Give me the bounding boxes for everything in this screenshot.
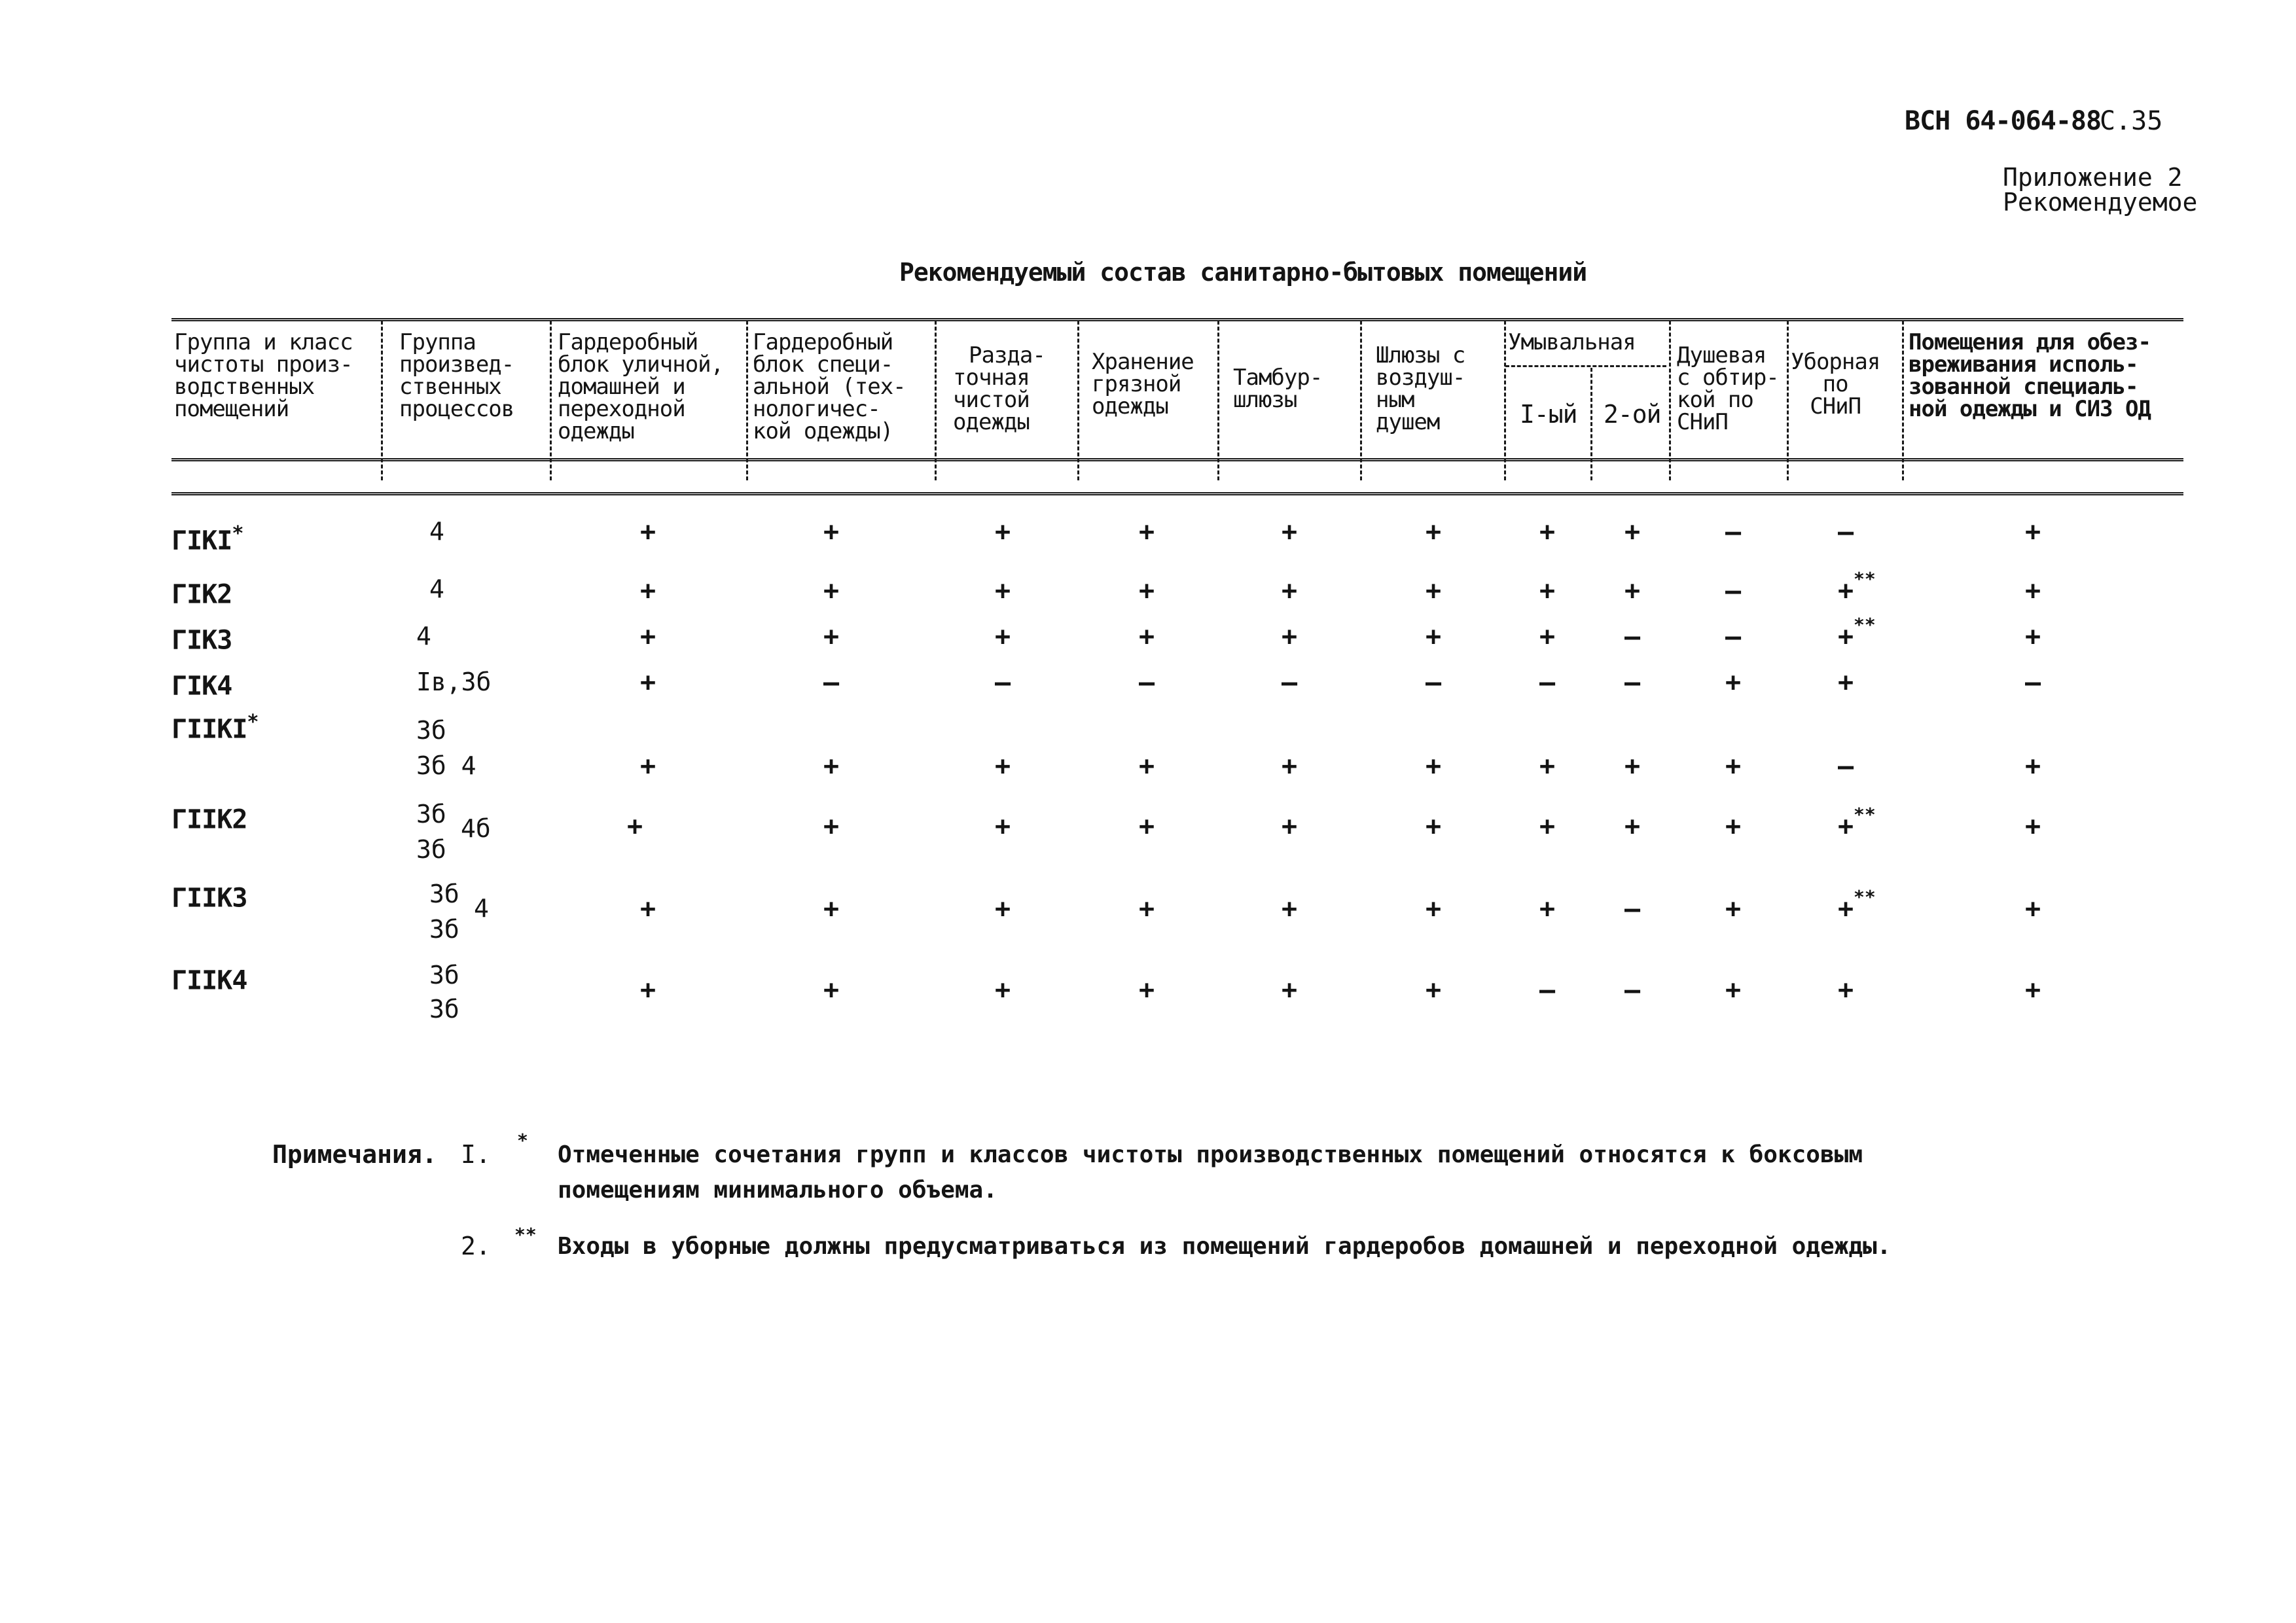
header-washroom-1: I-ый (1520, 400, 1577, 429)
cell: + (1281, 576, 1298, 606)
header-washroom-2: 2-ой (1604, 400, 1661, 429)
cell: + (823, 751, 840, 781)
header-bottom-rule-2 (171, 492, 2183, 495)
row-label: ГIК4 (171, 671, 232, 702)
cell: – (1624, 975, 1641, 1005)
col-divider (1902, 321, 1904, 480)
cell: + (1725, 812, 1742, 842)
cell: + (994, 517, 1011, 547)
row-label: ГIIК3 (171, 883, 247, 914)
header-bottom-rule (171, 458, 2183, 461)
note-2-text: Входы в уборные должны предусматриваться из помещений гардеробов домашней и переходной одежды. (558, 1233, 1892, 1260)
cell: + (2024, 751, 2041, 781)
cell: + (1539, 894, 1556, 924)
cell: – (1539, 668, 1556, 698)
page-number: С.35 (2100, 106, 2163, 136)
table-title: Рекомендуемый состав санитарно-бытовых помещений (899, 258, 1587, 287)
note-1-number: I. (461, 1140, 491, 1169)
cell: – (1725, 576, 1742, 606)
header-wardrobe-street: Гардеробный блок уличной, домашней и переходной одежды (558, 329, 724, 444)
cell: – (1539, 975, 1556, 1005)
cell: + (823, 894, 840, 924)
cell: + (1138, 517, 1155, 547)
appendix-label (2003, 165, 2197, 215)
header-shower: Душевая с обтир- кой по СНиП (1677, 342, 1779, 435)
cell: + (1624, 812, 1641, 842)
process-group-side: 4б (461, 814, 491, 843)
col-divider (1360, 321, 1362, 480)
cell: + ** (1837, 568, 1876, 606)
note-1-mark: * (517, 1130, 528, 1151)
process-group: Iв,3б (416, 668, 492, 696)
cell: + (1281, 751, 1298, 781)
cell: + (1837, 668, 1854, 698)
cell: + (2024, 576, 2041, 606)
cell: + (1138, 894, 1155, 924)
cell: + (1624, 751, 1641, 781)
process-group: 3б (416, 835, 446, 864)
cell: + (994, 576, 1011, 606)
cell: + ** (1837, 886, 1876, 924)
cell: – (994, 668, 1011, 698)
notes-label: Примечания. (272, 1140, 437, 1169)
cell: – (823, 668, 840, 698)
cell: + (823, 517, 840, 547)
cell: + (2024, 894, 2041, 924)
col-divider (1077, 321, 1079, 480)
cell: + (2024, 517, 2041, 547)
appendix-line-2: Рекомендуемое (2003, 188, 2198, 217)
cell: + (639, 576, 656, 606)
col-divider (1669, 321, 1671, 480)
cell: + (1725, 751, 1742, 781)
cell: + (1837, 975, 1854, 1005)
cell: + (2024, 812, 2041, 842)
cell: – (1624, 894, 1641, 924)
process-group: 4 (416, 622, 431, 651)
cell: + (1624, 517, 1641, 547)
col-divider (935, 321, 937, 480)
cell: + (1281, 975, 1298, 1005)
cell: + (1539, 751, 1556, 781)
cell: + (994, 751, 1011, 781)
header-decontamination: Помещения для обез- вреживания исполь- зованной специаль- ной одежды и СИЗ ОД (1909, 329, 2151, 422)
process-group: 4 (429, 575, 444, 603)
cell: + (1425, 576, 1442, 606)
cell: + (1539, 517, 1556, 547)
cell: + ** (1837, 614, 1876, 652)
header-washroom: Умывальная (1508, 329, 1636, 355)
cell: + (1624, 576, 1641, 606)
process-group: 3б (429, 880, 459, 908)
col-divider (381, 321, 383, 480)
cell: + (994, 894, 1011, 924)
cell: + (639, 751, 656, 781)
header-wardrobe-special: Гардеробный блок специ- альной (тех- нологичес- кой одежды) (753, 329, 906, 444)
cell: + (626, 812, 643, 842)
cell: + (1425, 751, 1442, 781)
cell: + (1425, 975, 1442, 1005)
cell: + (1539, 576, 1556, 606)
cell: + (823, 576, 840, 606)
cell: + (1138, 751, 1155, 781)
cell: – (1425, 668, 1442, 698)
row-label: ГIIК2 (171, 804, 247, 835)
cell: + (994, 975, 1011, 1005)
header-toilet: Уборная по СНиП (1791, 349, 1880, 419)
cell: + (1138, 975, 1155, 1005)
col-divider (746, 321, 748, 480)
cell: + (639, 517, 656, 547)
cell: + (639, 622, 656, 652)
umyv-subrule (1505, 365, 1666, 367)
cell: + (1138, 622, 1155, 652)
col-divider (1590, 368, 1592, 480)
header-dirty-storage: Хранение грязной одежды (1092, 349, 1194, 419)
row-label: ГIIКI* (171, 711, 259, 745)
header-group-class: Группа и класс чистоты произ- водственных помещений (174, 329, 353, 422)
cell: – (1725, 622, 1742, 652)
process-group: 3б (429, 961, 459, 990)
cell: + (1425, 812, 1442, 842)
cell: + (1425, 622, 1442, 652)
cell: + (1281, 812, 1298, 842)
cell: – (1837, 517, 1854, 547)
cell: + ** (1837, 804, 1876, 842)
col-divider (1217, 321, 1219, 480)
cell: + (1425, 517, 1442, 547)
col-divider (1787, 321, 1789, 480)
row-label: ГIIК4 (171, 965, 247, 996)
cell: + (823, 622, 840, 652)
process-group: 3б 4 (416, 751, 476, 780)
process-group: 3б (416, 800, 446, 829)
cell: – (1624, 622, 1641, 652)
process-group: 3б (429, 995, 459, 1024)
col-divider (1504, 321, 1506, 480)
note-2-number: 2. (461, 1232, 491, 1260)
cell: + (994, 622, 1011, 652)
cell: + (639, 894, 656, 924)
row-label: ГIКI* (171, 522, 243, 556)
header-issue-clean: Разда- точная чистой одежды (953, 342, 1045, 435)
cell: + (1725, 975, 1742, 1005)
header-vestibule-locks: Тамбур- шлюзы (1233, 365, 1323, 413)
note-2-mark: ** (514, 1224, 537, 1245)
cell: + (823, 812, 840, 842)
cell: – (1725, 517, 1742, 547)
cell: + (639, 975, 656, 1005)
cell: + (1425, 894, 1442, 924)
note-1-line-1: Отмеченные сочетания групп и классов чистоты производственных помещений относятся к боксовым (558, 1141, 1863, 1168)
document-code: ВСН 64-064-88 (1905, 106, 2102, 136)
cell: + (1539, 812, 1556, 842)
process-group-side: 4 (474, 894, 489, 923)
cell: + (1539, 622, 1556, 652)
cell: + (994, 812, 1011, 842)
note-1-text (558, 1137, 1863, 1208)
header-air-shower-locks: Шлюзы с воздуш- ным душем (1376, 342, 1465, 435)
cell: + (1281, 622, 1298, 652)
table-top-rule (171, 318, 2183, 321)
cell: + (639, 668, 656, 698)
appendix-line-1: Приложение 2 (2003, 163, 2183, 192)
cell: + (1281, 894, 1298, 924)
process-group: 4 (429, 517, 444, 546)
cell: + (1281, 517, 1298, 547)
cell: + (823, 975, 840, 1005)
process-group: 3б (429, 915, 459, 944)
cell: + (2024, 975, 2041, 1005)
header-process-group: Группа произвед- ственных процессов (399, 329, 514, 422)
cell: + (2024, 622, 2041, 652)
process-group: 3б (416, 716, 446, 745)
note-1-line-2: помещениям минимального объема. (558, 1177, 997, 1204)
row-label: ГIК2 (171, 579, 232, 610)
cell: + (1138, 812, 1155, 842)
cell: + (1725, 894, 1742, 924)
col-divider (550, 321, 552, 480)
cell: – (1281, 668, 1298, 698)
cell: – (2024, 668, 2041, 698)
cell: + (1138, 576, 1155, 606)
cell: – (1624, 668, 1641, 698)
cell: – (1837, 751, 1854, 781)
row-label: ГIК3 (171, 625, 232, 656)
cell: + (1725, 668, 1742, 698)
cell: – (1138, 668, 1155, 698)
